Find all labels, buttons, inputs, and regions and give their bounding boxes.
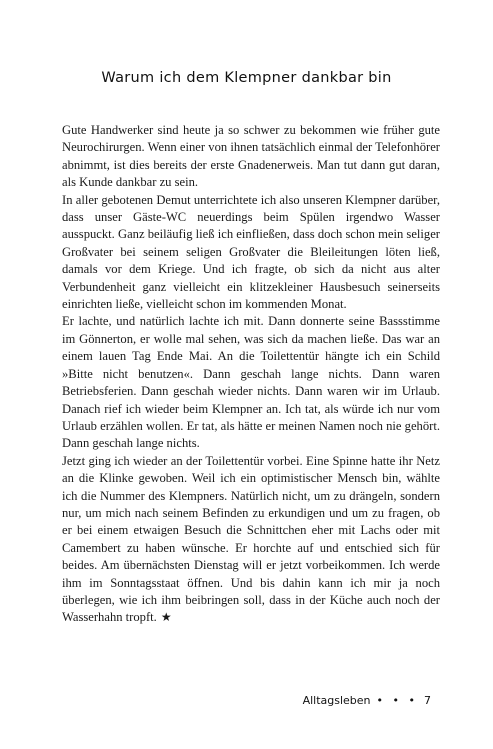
page-footer — [303, 694, 431, 707]
paragraph: In aller gebotenen Demut unterrichtete ich also unseren Klempner darüber, dass unser Gäste-WC neuerdings beim Spülen irgendwo Wasser ausspuckt. Ganz beiläufig ließ ich einfließen, dass doch schon mein seliger Großvater bei seinem seligen Großvater die Bleileitungen löten ließ, damals vor dem Kriege. Und ich fragte, ob sich da nicht aus alter Verbundenheit ganz vielleicht ein klitzekleiner Hausbesuch seinerseits einrichten ließe, vielleicht schon im kommenden Monat. — [62, 192, 440, 312]
paragraph: Er lachte, und natürlich lachte ich mit. Dann donnerte seine Bassstimme im Gönnerton, er wolle mal sehen, was sich da machen ließe. Das war an einem lauen Tag Ende Mai. An die Toilettentür hängte ich ein Schild »Bitte nicht benutzen«. Dann geschah lange nichts. Dann waren Betriebsferien. Dann geschah wieder nichts. Dann waren wir im Urlaub. Danach rief ich wieder beim Klempner an. Ich tat, als würde ich nur vom Urlaub erzählen wollen. Er tat, als hätte er meinen Namen noch nie gehört. Dann geschah lange nichts. — [62, 314, 440, 451]
paragraph-text: Jetzt ging ich wieder an der Toilettentür vorbei. Eine Spinne hatte ihr Netz an die Klinke gewoben. Weil ich ein optimistischer Mensch bin, wählte ich die Nummer des Klempners. Natürlich nicht, um zu drängeln, sondern nur, um mich nach seinem Befinden zu erkundigen und um zu fragen, ob er bei einem etwaigen Besuch die Schnittchen eher mit Lachs oder mit Camembert zu haben wünsche. Er horchte auf und entschied sich für beides. Am übernächsten Dienstag will er jetzt vorbeikommen. Ich werde ihm im Sonntagsstaat öffnen. Und bis dahin kann ich mir ja noch überlegen, wie ich ihm beibringen soll, dass in der Küche auch noch der Wasserhahn tropft. — [62, 453, 440, 625]
article-body — [62, 122, 440, 627]
page-number: 7 — [424, 694, 431, 707]
paragraph-last — [62, 453, 440, 627]
footer-section-label: Alltagsleben — [302, 694, 371, 707]
star-icon: ★ — [160, 610, 172, 625]
article-title: Warum ich dem Klempner dankbar bin — [101, 70, 392, 86]
footer-dots: • • • — [376, 694, 418, 707]
paragraph: Gute Handwerker sind heute ja so schwer zu bekommen wie früher gute Neurochirurgen. Wenn einer von ihnen tatsächlich einmal der Telefonhörer abnimmt, ist dies bereits der erste Gnadenerweis. Man tut dann gut daran, als Kunde dankbar zu sein. — [62, 123, 440, 190]
